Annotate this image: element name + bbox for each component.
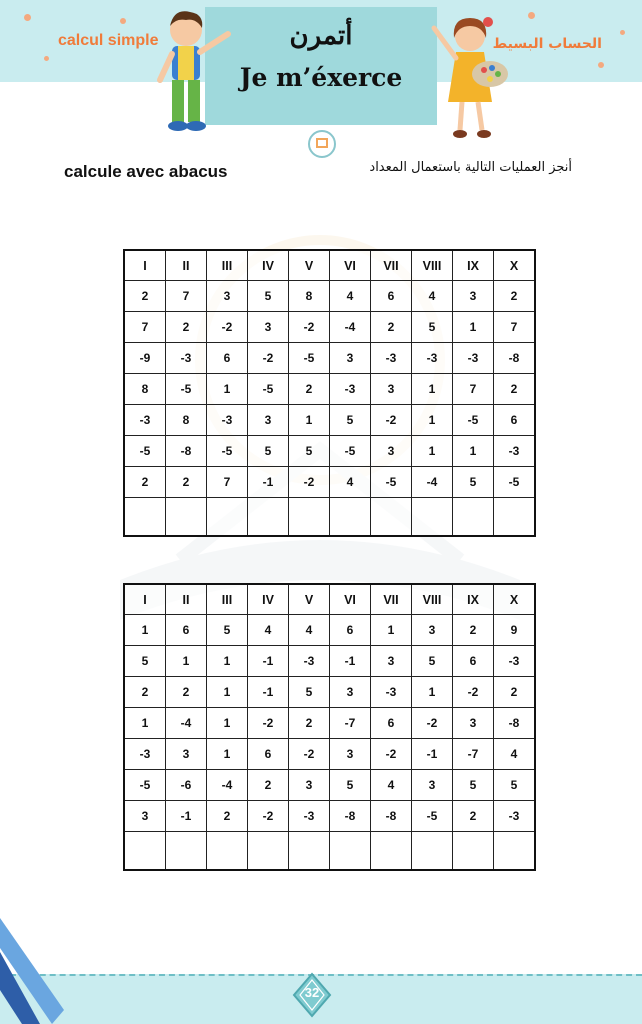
lesson-title-ar: الحساب البسيط xyxy=(492,36,602,52)
table-cell: 3 xyxy=(124,801,166,832)
decor-dot xyxy=(44,56,49,61)
column-header: IV xyxy=(248,584,289,615)
table-cell: -1 xyxy=(166,801,207,832)
table-cell: -5 xyxy=(412,801,453,832)
table-cell: 5 xyxy=(207,615,248,646)
table-cell: 4 xyxy=(330,281,371,312)
table-cell: 5 xyxy=(412,312,453,343)
table-cell: 2 xyxy=(453,615,494,646)
table-row xyxy=(124,281,535,312)
column-header: VI xyxy=(330,250,371,281)
column-header: IX xyxy=(453,584,494,615)
table-cell: 1 xyxy=(371,615,412,646)
table-cell: 6 xyxy=(166,615,207,646)
table-cell: 3 xyxy=(289,770,330,801)
table-cell: -9 xyxy=(124,343,166,374)
column-header: III xyxy=(207,250,248,281)
table-cell: -2 xyxy=(371,405,412,436)
column-header: IX xyxy=(453,250,494,281)
table-cell: 3 xyxy=(248,405,289,436)
table-cell: 2 xyxy=(494,281,536,312)
table-cell: 3 xyxy=(412,615,453,646)
table-cell: 6 xyxy=(207,343,248,374)
table-cell: 2 xyxy=(166,312,207,343)
decor-dot xyxy=(528,12,535,19)
answer-cell[interactable] xyxy=(330,832,371,871)
table-cell: -2 xyxy=(207,312,248,343)
title-box xyxy=(205,7,437,125)
table-cell: -3 xyxy=(124,739,166,770)
table-cell: -3 xyxy=(494,801,536,832)
table-cell: 7 xyxy=(453,374,494,405)
abacus-table-2 xyxy=(123,583,536,871)
table-cell: 5 xyxy=(289,677,330,708)
table-cell: 1 xyxy=(453,436,494,467)
table-cell: 2 xyxy=(124,281,166,312)
table-cell: -2 xyxy=(371,739,412,770)
table-cell: 3 xyxy=(453,708,494,739)
answer-cell[interactable] xyxy=(412,832,453,871)
corner-decoration xyxy=(0,918,64,1024)
answer-cell[interactable] xyxy=(412,498,453,537)
answer-cell[interactable] xyxy=(124,498,166,537)
table-row xyxy=(124,770,535,801)
table-cell: 8 xyxy=(166,405,207,436)
table-cell: 7 xyxy=(166,281,207,312)
table-cell: -2 xyxy=(248,343,289,374)
answer-cell[interactable] xyxy=(207,832,248,871)
table-cell: 3 xyxy=(166,739,207,770)
school-logo-icon xyxy=(307,128,337,160)
table-cell: 4 xyxy=(330,467,371,498)
table-cell: 5 xyxy=(289,436,330,467)
table-cell: 1 xyxy=(124,708,166,739)
table-row xyxy=(124,312,535,343)
table-cell: -4 xyxy=(330,312,371,343)
table-cell: 2 xyxy=(371,312,412,343)
table-cell: -3 xyxy=(207,405,248,436)
column-header: V xyxy=(289,250,330,281)
instruction-fr: calcule avec abacus xyxy=(64,162,228,181)
table-cell: 6 xyxy=(453,646,494,677)
lesson-title-fr: calcul simple xyxy=(58,32,159,49)
table-cell: -8 xyxy=(494,343,536,374)
table-cell: 3 xyxy=(207,281,248,312)
table-cell: -3 xyxy=(289,801,330,832)
table-cell: -2 xyxy=(248,708,289,739)
table-cell: 6 xyxy=(248,739,289,770)
table-row xyxy=(124,677,535,708)
table-cell: 2 xyxy=(248,770,289,801)
table-cell: 2 xyxy=(166,467,207,498)
table-cell: 1 xyxy=(412,405,453,436)
table-cell: 3 xyxy=(248,312,289,343)
answer-cell[interactable] xyxy=(289,832,330,871)
decor-dot xyxy=(598,62,604,68)
column-header: VII xyxy=(371,584,412,615)
table-cell: 3 xyxy=(330,343,371,374)
table-cell: -3 xyxy=(166,343,207,374)
table-cell: -5 xyxy=(289,343,330,374)
table-cell: 3 xyxy=(453,281,494,312)
table-cell: -5 xyxy=(248,374,289,405)
answer-cell[interactable] xyxy=(453,832,494,871)
table-cell: -3 xyxy=(494,436,536,467)
table-cell: 4 xyxy=(248,615,289,646)
answer-row xyxy=(124,498,535,537)
boy-illustration xyxy=(148,4,232,136)
table-cell: -1 xyxy=(248,677,289,708)
abacus-table-1 xyxy=(123,249,536,537)
table-cell: 1 xyxy=(166,646,207,677)
table-cell: 2 xyxy=(453,801,494,832)
table-cell: -2 xyxy=(453,677,494,708)
table-cell: -3 xyxy=(494,646,536,677)
table-cell: -3 xyxy=(453,343,494,374)
table-cell: 2 xyxy=(494,677,536,708)
table-cell: 1 xyxy=(207,708,248,739)
column-header: X xyxy=(494,250,536,281)
table-cell: 5 xyxy=(494,770,536,801)
table-cell: -2 xyxy=(289,467,330,498)
table-cell: -4 xyxy=(166,708,207,739)
table-cell: -8 xyxy=(494,708,536,739)
table-cell: 8 xyxy=(289,281,330,312)
table-cell: -5 xyxy=(494,467,536,498)
table-header-row xyxy=(124,584,535,615)
answer-cell[interactable] xyxy=(371,832,412,871)
column-header: VI xyxy=(330,584,371,615)
table-cell: 2 xyxy=(207,801,248,832)
table-row xyxy=(124,739,535,770)
decor-dot xyxy=(120,18,126,24)
table-cell: 5 xyxy=(412,646,453,677)
table-cell: 3 xyxy=(371,374,412,405)
table-cell: -5 xyxy=(330,436,371,467)
table-cell: 3 xyxy=(330,677,371,708)
table-cell: 1 xyxy=(412,677,453,708)
table-cell: -4 xyxy=(412,467,453,498)
table-cell: -5 xyxy=(371,467,412,498)
column-header: VIII xyxy=(412,250,453,281)
table-cell: 5 xyxy=(453,467,494,498)
answer-cell[interactable] xyxy=(494,832,536,871)
table-cell: 4 xyxy=(494,739,536,770)
table-cell: 8 xyxy=(124,374,166,405)
answer-cell[interactable] xyxy=(289,498,330,537)
answer-cell[interactable] xyxy=(166,832,207,871)
page-number: 32 xyxy=(304,985,320,1000)
answer-cell[interactable] xyxy=(166,498,207,537)
table-cell: 6 xyxy=(330,615,371,646)
table-cell: 1 xyxy=(207,646,248,677)
table-cell: 3 xyxy=(371,646,412,677)
table-row xyxy=(124,374,535,405)
table-cell: -5 xyxy=(207,436,248,467)
answer-cell[interactable] xyxy=(494,498,536,537)
column-header: II xyxy=(166,584,207,615)
table-cell: 1 xyxy=(124,615,166,646)
table-cell: -8 xyxy=(166,436,207,467)
table-cell: -5 xyxy=(124,770,166,801)
answer-cell[interactable] xyxy=(124,832,166,871)
table-cell: 4 xyxy=(371,770,412,801)
table-cell: -3 xyxy=(124,405,166,436)
table-cell: 5 xyxy=(330,405,371,436)
table-cell: -3 xyxy=(330,374,371,405)
column-header: I xyxy=(124,250,166,281)
table-cell: 7 xyxy=(494,312,536,343)
table-cell: 7 xyxy=(124,312,166,343)
column-header: II xyxy=(166,250,207,281)
table-cell: 6 xyxy=(371,708,412,739)
table-cell: -7 xyxy=(453,739,494,770)
table-cell: -2 xyxy=(289,739,330,770)
table-cell: -1 xyxy=(330,646,371,677)
table-cell: -2 xyxy=(248,801,289,832)
answer-cell[interactable] xyxy=(207,498,248,537)
table-cell: 1 xyxy=(453,312,494,343)
answer-cell[interactable] xyxy=(453,498,494,537)
answer-cell[interactable] xyxy=(248,832,289,871)
table-cell: -7 xyxy=(330,708,371,739)
table-cell: -8 xyxy=(330,801,371,832)
table-cell: 1 xyxy=(412,436,453,467)
answer-row xyxy=(124,832,535,871)
column-header: V xyxy=(289,584,330,615)
girl-illustration xyxy=(430,12,512,142)
table-header-row xyxy=(124,250,535,281)
table-cell: -2 xyxy=(289,312,330,343)
table-cell: 1 xyxy=(207,677,248,708)
title-fr: Je m’éxerce xyxy=(239,63,403,92)
table-row xyxy=(124,646,535,677)
table-cell: 5 xyxy=(124,646,166,677)
answer-cell[interactable] xyxy=(371,498,412,537)
table-cell: 2 xyxy=(124,677,166,708)
table-cell: 5 xyxy=(248,436,289,467)
table-cell: 4 xyxy=(412,281,453,312)
table-row xyxy=(124,343,535,374)
table-cell: 1 xyxy=(412,374,453,405)
table-cell: 9 xyxy=(494,615,536,646)
decor-dot xyxy=(24,14,31,21)
column-header: VIII xyxy=(412,584,453,615)
table-cell: 4 xyxy=(289,615,330,646)
table-cell: 1 xyxy=(207,374,248,405)
table-row xyxy=(124,801,535,832)
table-cell: 3 xyxy=(371,436,412,467)
table-cell: -5 xyxy=(166,374,207,405)
column-header: IV xyxy=(248,250,289,281)
table-cell: 3 xyxy=(412,770,453,801)
table-cell: -5 xyxy=(124,436,166,467)
table-cell: 5 xyxy=(453,770,494,801)
table-cell: -1 xyxy=(248,646,289,677)
table-cell: 7 xyxy=(207,467,248,498)
column-header: X xyxy=(494,584,536,615)
table-cell: -1 xyxy=(248,467,289,498)
table-cell: 5 xyxy=(248,281,289,312)
table-cell: -3 xyxy=(371,677,412,708)
table-cell: 2 xyxy=(494,374,536,405)
table-cell: -3 xyxy=(412,343,453,374)
table-cell: 2 xyxy=(166,677,207,708)
table-row xyxy=(124,436,535,467)
table-cell: -3 xyxy=(289,646,330,677)
table-row xyxy=(124,615,535,646)
table-cell: 2 xyxy=(289,708,330,739)
title-ar: أتمرن xyxy=(289,21,353,51)
table-cell: -8 xyxy=(371,801,412,832)
table-cell: 2 xyxy=(124,467,166,498)
table-cell: 5 xyxy=(330,770,371,801)
column-header: I xyxy=(124,584,166,615)
table-row xyxy=(124,708,535,739)
decor-dot xyxy=(620,30,625,35)
table-cell: 6 xyxy=(371,281,412,312)
instruction-ar: أنجز العمليات التالية باستعمال المعداد xyxy=(369,160,572,175)
table-cell: -5 xyxy=(453,405,494,436)
table-cell: 6 xyxy=(494,405,536,436)
table-cell: 1 xyxy=(289,405,330,436)
column-header: III xyxy=(207,584,248,615)
table-cell: 2 xyxy=(289,374,330,405)
table-row xyxy=(124,405,535,436)
table-cell: -3 xyxy=(371,343,412,374)
table-cell: -2 xyxy=(412,708,453,739)
page-number-badge xyxy=(292,972,332,1018)
table-cell: -6 xyxy=(166,770,207,801)
column-header: VII xyxy=(371,250,412,281)
table-cell: -4 xyxy=(207,770,248,801)
table-cell: 3 xyxy=(330,739,371,770)
answer-cell[interactable] xyxy=(248,498,289,537)
table-row xyxy=(124,467,535,498)
table-cell: -1 xyxy=(412,739,453,770)
answer-cell[interactable] xyxy=(330,498,371,537)
table-cell: 1 xyxy=(207,739,248,770)
